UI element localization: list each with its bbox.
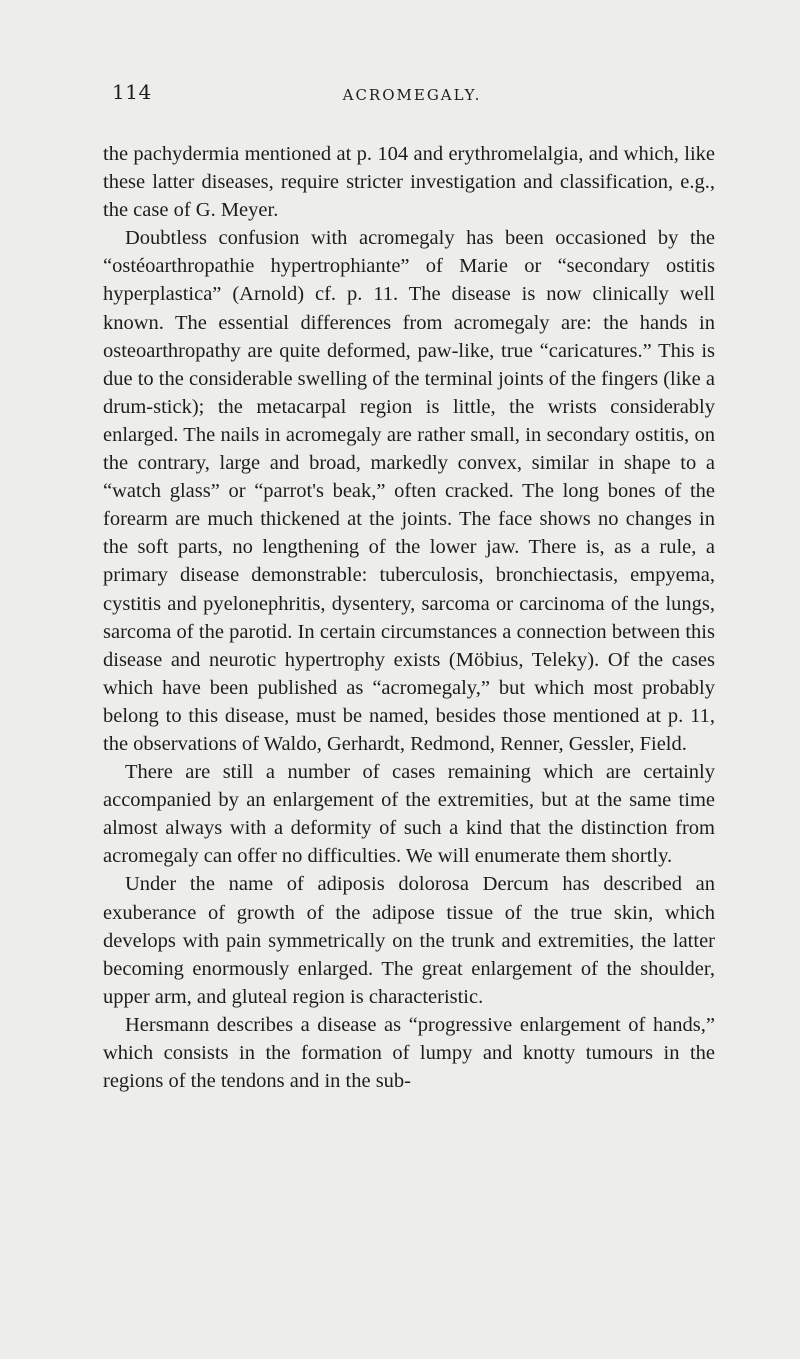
running-head: ACROMEGALY.	[342, 86, 482, 104]
paragraph-5: Hersmann describes a disease as “progressive enlargement of hands,” which consists in the formation of lumpy and knotty tumours in the regions of the tendons and in the sub-	[103, 1013, 715, 1093]
body-text	[103, 140, 715, 1095]
page-number: 114	[112, 80, 152, 104]
paragraph-2: Doubtless confusion with acromegaly has been occasioned by the “ostéoarthropathie hypertrophiante” of Marie or “secondary ostitis hyperplastica” (Arnold) cf. p. 11. The disease is now clinically well known. The essential differences from acromegaly are: the hands in osteoarthropathy are quite deformed, paw-like, true “caricatures.” This is due to the considerable swelling of the terminal joints of the fingers (like a drum-stick); the metacarpal region is little, the wrists considerably enlarged. The nails in acromegaly are rather small, in secondary ostitis, on the contrary, large and broad, markedly convex, similar in shape to a “watch glass” or “parrot's beak,” often cracked. The long bones of the forearm are much thickened at the joints. The face shows no changes in the soft parts, no lengthening of the lower jaw. There is, as a rule, a primary disease demonstrable: tuberculosis, bronchiectasis, empyema, cystitis and pyelonephritis, dysentery, sarcoma or carcinoma of the lungs, sarcoma of the parotid. In certain circumstances a connection between this disease and neurotic hypertrophy exists (Möbius, Teleky). Of the cases which have been published as “acromegaly,” but which most probably belong to this disease, must be named, besides those mentioned at p. 11, the observations of Waldo, Gerhardt, Redmond, Renner, Gessler, Field.	[103, 227, 715, 755]
paragraph-1: the pachydermia mentioned at p. 104 and erythromelalgia, and which, like these latter diseases, require stricter investigation and classification, e.g., the case of G. Meyer.	[103, 143, 715, 222]
paragraph-4: Under the name of adiposis dolorosa Dercum has described an exuberance of growth of the adipose tissue of the true skin, which develops with pain symmetrically on the trunk and extremities, the latter becoming enormously enlarged. The great enlargement of the shoulder, upper arm, and gluteal region is characteristic.	[103, 873, 715, 1008]
page-header	[112, 80, 712, 110]
paragraph-3: There are still a number of cases remaining which are certainly accompanied by an enlargement of the extremities, but at the same time almost always with a deformity of such a kind that the distinction from acromegaly can offer no difficulties. We will enumerate them shortly.	[103, 761, 715, 868]
